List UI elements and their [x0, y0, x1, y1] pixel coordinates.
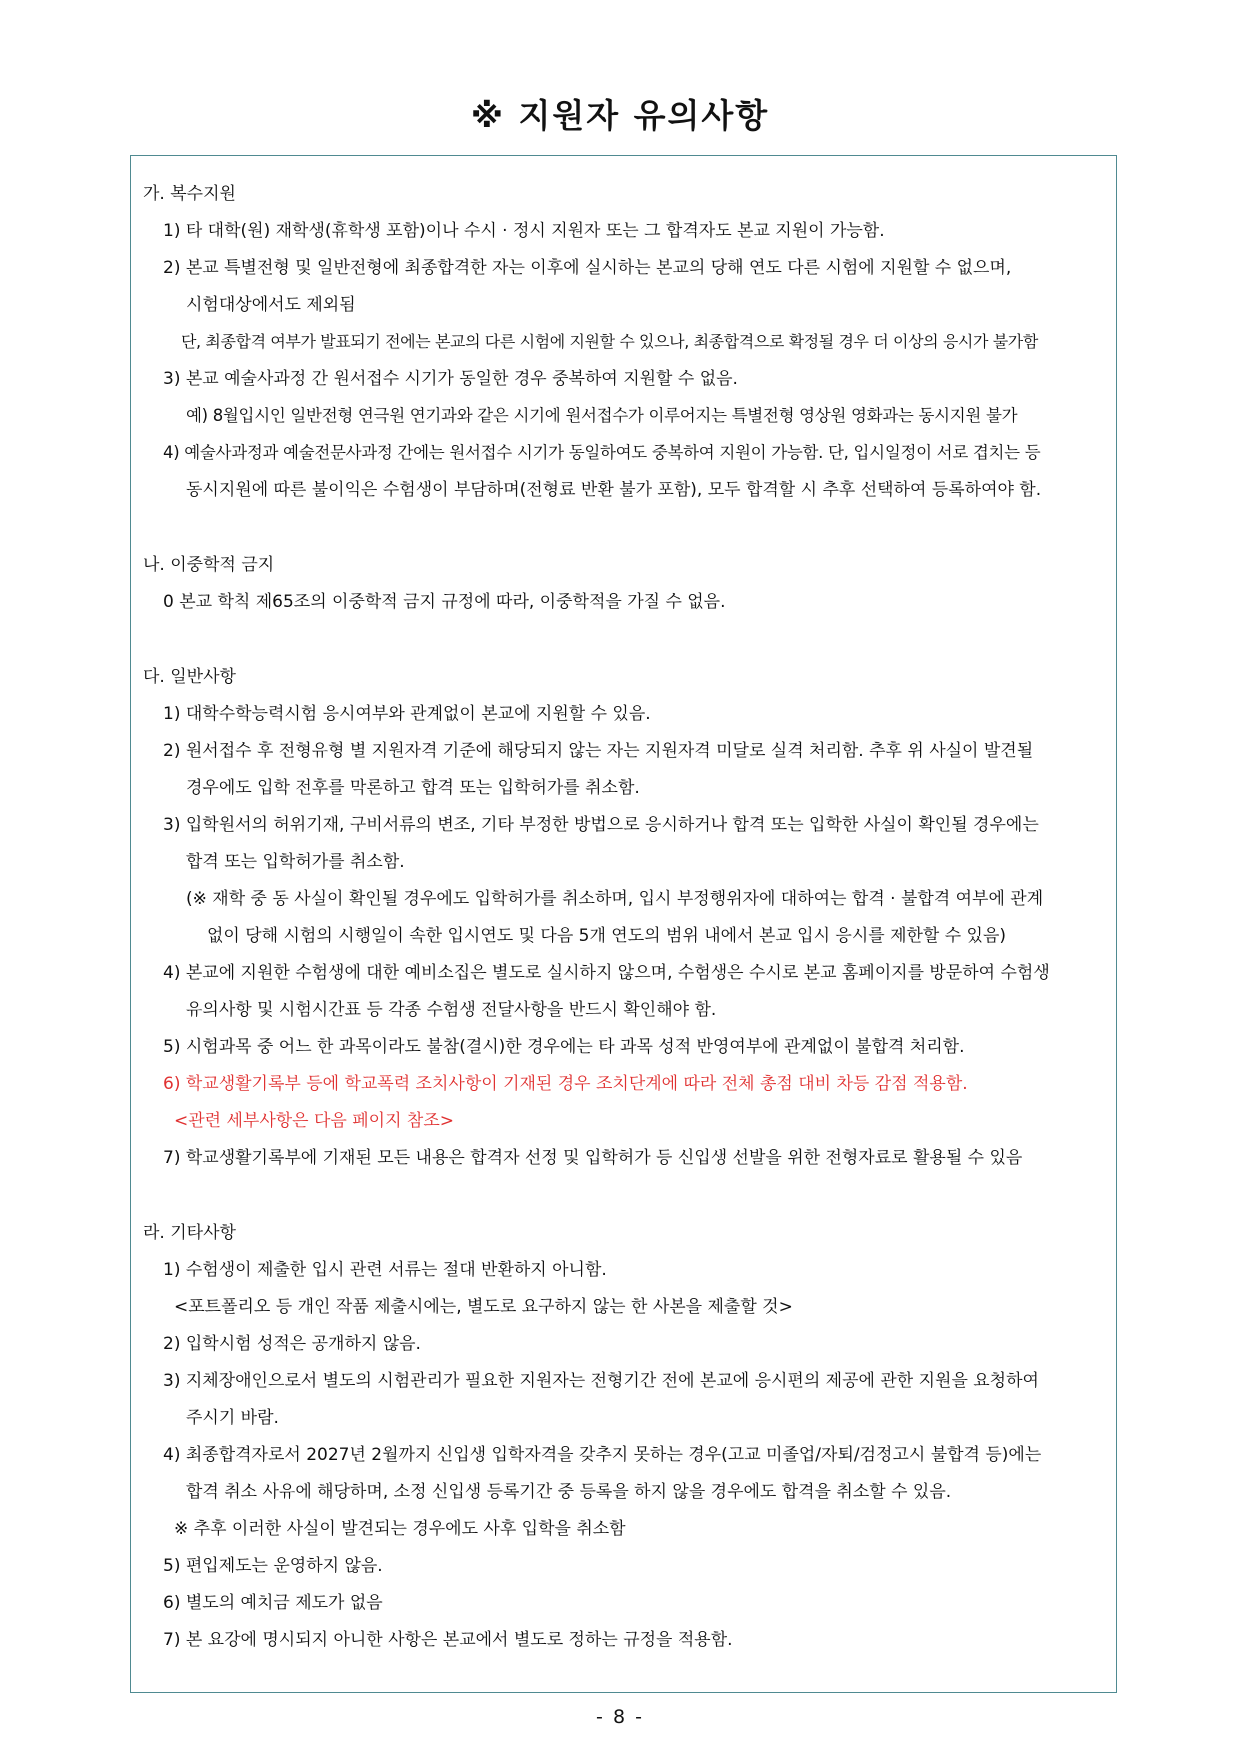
list-item: 4) 본교에 지원한 수험생에 대한 예비소집은 별도로 실시하지 않으며, 수험생은 수시로 본교 홈페이지를 방문하여 수험생	[163, 963, 1050, 983]
list-item: 1) 대학수학능력시험 응시여부와 관계없이 본교에 지원할 수 있음.	[163, 704, 651, 724]
list-item: 3) 입학원서의 허위기재, 구비서류의 변조, 기타 부정한 방법으로 응시하거나 합격 또는 입학한 사실이 확인될 경우에는	[163, 815, 1039, 835]
note-text: (※ 재학 중 동 사실이 확인될 경우에도 입학허가를 취소하며, 입시 부정행위자에 대하여는 합격 · 불합격 여부에 관계	[186, 889, 1044, 909]
example-text: 예) 8월입시인 일반전형 연극원 연기과와 같은 시기에 원서접수가 이루어지는 특별전형 영상원 영화과는 동시지원 불가	[186, 406, 1018, 425]
list-item: 7) 학교생활기록부에 기재된 모든 내용은 합격자 선정 및 입학허가 등 신입생 선발을 위한 전형자료로 활용될 수 있음	[163, 1148, 1023, 1168]
note-text: <포트폴리오 등 개인 작품 제출시에는, 별도로 요구하지 않는 한 사본을 제출할 것>	[174, 1297, 793, 1317]
list-item-highlighted: 6) 학교생활기록부 등에 학교폭력 조치사항이 기재된 경우 조치단계에 따라 전체 총점 대비 차등 감점 적용함.	[163, 1074, 968, 1094]
list-item-continuation: 시험대상에서도 제외됨	[186, 295, 356, 315]
list-item: 2) 입학시험 성적은 공개하지 않음.	[163, 1334, 421, 1354]
list-item: 7) 본 요강에 명시되지 아니한 사항은 본교에서 별도로 정하는 규정을 적용함.	[163, 1630, 733, 1650]
note-text: 단, 최종합격 여부가 발표되기 전에는 본교의 다른 시험에 지원할 수 있으나, 최종합격으로 확정될 경우 더 이상의 응시가 불가함	[181, 332, 1038, 351]
section-heading-dual-enrollment: 나. 이중학적 금지	[143, 555, 275, 575]
list-item: 1) 수험생이 제출한 입시 관련 서류는 절대 반환하지 아니함.	[163, 1260, 607, 1280]
list-item-continuation: 합격 취소 사유에 해당하며, 소정 신입생 등록기간 중 등록을 하지 않을 경우에도 합격을 취소할 수 있음.	[186, 1482, 952, 1502]
notice-box	[130, 155, 1117, 1693]
list-item-continuation: 합격 또는 입학허가를 취소함.	[186, 852, 405, 872]
section-heading-general: 다. 일반사항	[143, 667, 236, 687]
list-item: 1) 타 대학(원) 재학생(휴학생 포함)이나 수시 · 정시 지원자 또는 그 합격자도 본교 지원이 가능함.	[163, 221, 885, 241]
list-item: 5) 시험과목 중 어느 한 과목이라도 불참(결시)한 경우에는 타 과목 성적 반영여부에 관계없이 불합격 처리함.	[163, 1037, 965, 1057]
list-item-continuation: 주시기 바람.	[186, 1408, 279, 1428]
list-item: 6) 별도의 예치금 제도가 없음	[163, 1593, 383, 1613]
section-heading-multiple-application: 가. 복수지원	[143, 184, 236, 204]
list-item-continuation: 유의사항 및 시험시간표 등 각종 수험생 전달사항을 반드시 확인해야 함.	[186, 1000, 717, 1020]
note-text: ※ 추후 이러한 사실이 발견되는 경우에도 사후 입학을 취소함	[174, 1519, 626, 1539]
list-item-continuation: 경우에도 입학 전후를 막론하고 합격 또는 입학허가를 취소함.	[186, 778, 640, 798]
note-text-continuation: 없이 당해 시험의 시행일이 속한 입시연도 및 다음 5개 연도의 범위 내에서 본교 입시 응시를 제한할 수 있음)	[207, 926, 1007, 946]
list-item: 2) 본교 특별전형 및 일반전형에 최종합격한 자는 이후에 실시하는 본교의 당해 연도 다른 시험에 지원할 수 없으며,	[163, 258, 1012, 278]
page-number: - 8 -	[596, 1706, 644, 1728]
list-item: 2) 원서접수 후 전형유형 별 지원자격 기준에 해당되지 않는 자는 지원자격 미달로 실격 처리함. 추후 위 사실이 발견될	[163, 741, 1034, 761]
reference-note-highlighted: <관련 세부사항은 다음 페이지 참조>	[174, 1111, 455, 1131]
list-item: 4) 예술사과정과 예술전문사과정 간에는 원서접수 시기가 동일하여도 중복하여 지원이 가능함. 단, 입시일정이 서로 겹치는 등	[163, 443, 1041, 462]
list-item: 4) 최종합격자로서 2027년 2월까지 신입생 입학자격을 갖추지 못하는 경우(고교 미졸업/자퇴/검정고시 불합격 등)에는	[163, 1445, 1042, 1465]
list-item: 5) 편입제도는 운영하지 않음.	[163, 1556, 383, 1576]
list-item: 3) 지체장애인으로서 별도의 시험관리가 필요한 지원자는 전형기간 전에 본교에 응시편의 제공에 관한 지원을 요청하여	[163, 1371, 1039, 1391]
section-heading-other: 라. 기타사항	[143, 1223, 236, 1243]
list-item-continuation: 동시지원에 따른 불이익은 수험생이 부담하며(전형료 반환 불가 포함), 모두 합격할 시 추후 선택하여 등록하여야 함.	[186, 480, 1042, 500]
list-item: 3) 본교 예술사과정 간 원서접수 시기가 동일한 경우 중복하여 지원할 수 없음.	[163, 369, 738, 389]
list-item: 0 본교 학칙 제65조의 이중학적 금지 규정에 따라, 이중학적을 가질 수 없음.	[163, 592, 726, 612]
page-title: ※ 지원자 유의사항	[470, 96, 770, 135]
